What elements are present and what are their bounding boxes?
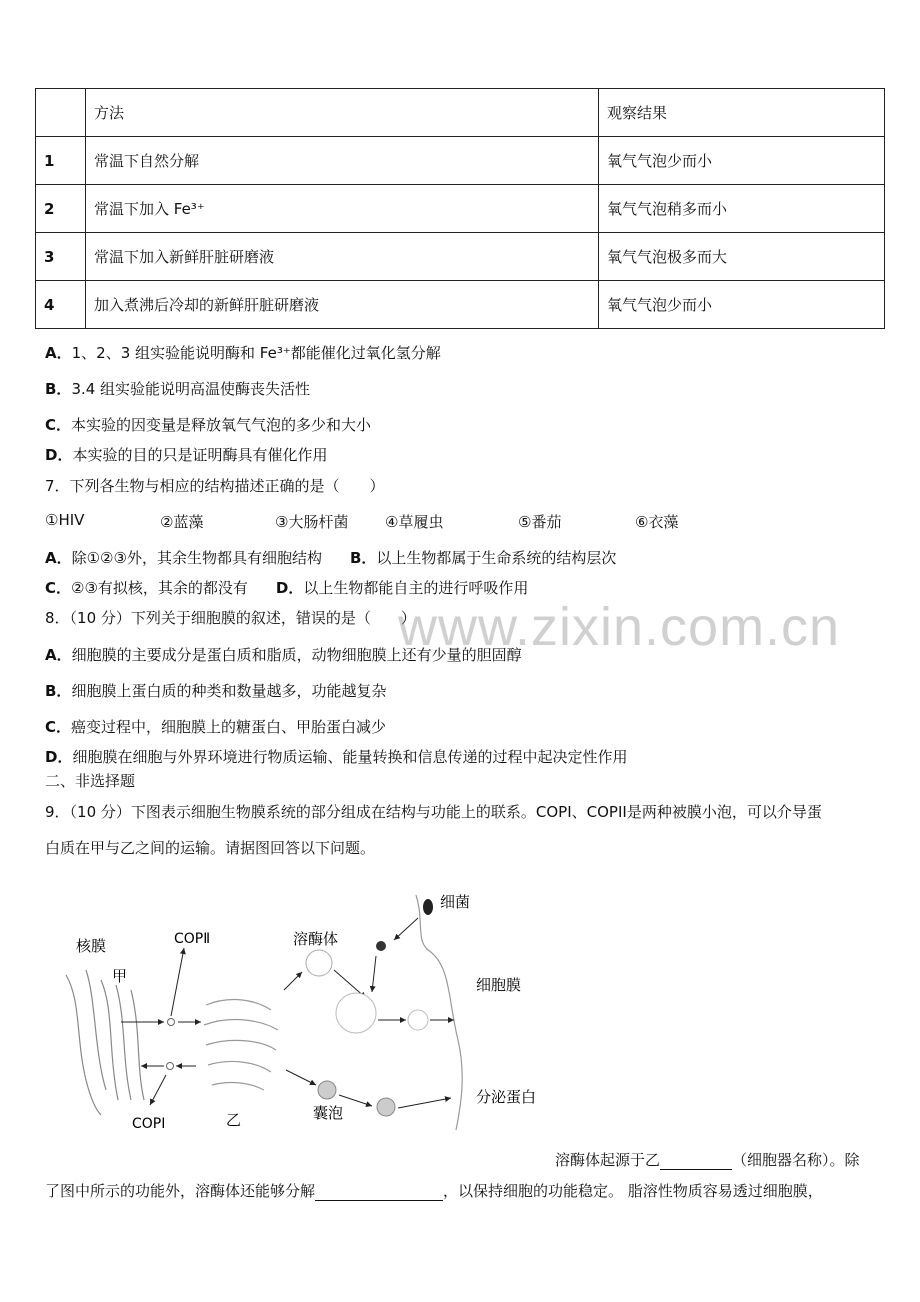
row-number: 2 (36, 185, 86, 233)
q9-line1: 9．（10 分）下图表示细胞生物膜系统的部分组成在结构与功能上的联系。COPI、COPII是两种被膜小泡，可以介导蛋 (45, 803, 822, 821)
row-method: 常温下加入 Fe³⁺ (86, 185, 599, 233)
table-row (36, 185, 885, 233)
section-title: 二、非选择题 (45, 772, 136, 790)
organism: ①HIV (45, 511, 85, 529)
header-cell: 观察结果 (599, 89, 885, 137)
q6-option-a: A．1、2、3 组实验能说明酶和 Fe³⁺都能催化过氧化氢分解 (45, 344, 441, 362)
er-structure (66, 970, 144, 1115)
q6-option-d: D．本实验的目的只是证明酶具有催化作用 (45, 446, 328, 464)
q9-line3: 溶酶体起源于乙 （细胞器名称）。除 (555, 1151, 860, 1169)
label-bacteria: 细菌 (440, 893, 471, 911)
row-number: 4 (36, 281, 86, 329)
row-method: 常温下加入新鲜肝脏研磨液 (86, 233, 599, 281)
row-result: 氧气气泡少而小 (599, 137, 885, 185)
q9-line4: 了图中所示的功能外，溶酶体还能够分解 ，以保持细胞的功能稳定。 脂溶性物质容易透过细胞膜， (45, 1182, 823, 1200)
biomembrane-diagram (56, 880, 556, 1136)
label-nuclear-membrane: 核膜 (76, 937, 107, 955)
row-number: 3 (36, 233, 86, 281)
organism: ⑤番茄 (518, 513, 562, 531)
organism: ②蓝藻 (160, 513, 204, 531)
row-result: 氧气气泡极多而大 (599, 233, 885, 281)
q8-option-a: A．细胞膜的主要成分是蛋白质和脂质，动物细胞膜上还有少量的胆固醇 (45, 646, 522, 664)
q8-option-c: C．癌变过程中，细胞膜上的糖蛋白、甲胎蛋白减少 (45, 718, 387, 736)
q8-stem: 8．（10 分）下列关于细胞膜的叙述，错误的是（ ） (45, 609, 416, 627)
watermark: www.zixin.com.cn (398, 597, 841, 657)
organism: ④草履虫 (385, 513, 444, 531)
row-method: 加入煮沸后冷却的新鲜肝脏研磨液 (86, 281, 599, 329)
row-result: 氧气气泡稍多而小 (599, 185, 885, 233)
header-cell: 方法 (86, 89, 599, 137)
experiment-table (35, 88, 885, 329)
label-secreted-protein: 分泌蛋白 (476, 1088, 537, 1106)
answer-blank[interactable] (315, 1182, 443, 1201)
label-cell-membrane: 细胞膜 (476, 976, 522, 994)
table-row (36, 233, 885, 281)
label-yi: 乙 (226, 1111, 242, 1129)
row-result: 氧气气泡少而小 (599, 281, 885, 329)
q8-option-d: D．细胞膜在细胞与外界环境进行物质运输、能量转换和信息传递的过程中起决定性作用 (45, 748, 628, 766)
label-cop1: COPⅠ (132, 1116, 166, 1132)
golgi-structure (204, 1000, 278, 1090)
q9-line2: 白质在甲与乙之间的运输。请据图回答以下问题。 (45, 839, 376, 857)
row-number: 1 (36, 137, 86, 185)
table-row (36, 137, 885, 185)
q7-options-ab: A．除①②③外，其余生物都具有细胞结构 B．以上生物都属于生命系统的结构层次 (45, 549, 617, 567)
q8-option-b: B．细胞膜上蛋白质的种类和数量越多，功能越复杂 (45, 682, 387, 700)
label-vesicle: 囊泡 (313, 1104, 344, 1122)
q7-options-cd: C．②③有拟核，其余的都没有 D．以上生物都能自主的进行呼吸作用 (45, 579, 529, 597)
label-jia: 甲 (112, 967, 128, 985)
row-method: 常温下自然分解 (86, 137, 599, 185)
label-lysosome: 溶酶体 (293, 930, 339, 948)
table-header-row (36, 89, 885, 137)
label-cop2: COPⅡ (174, 931, 211, 947)
q6-option-b: B．3.4 组实验能说明高温使酶丧失活性 (45, 380, 311, 398)
q6-option-c: C．本实验的因变量是释放氧气气泡的多少和大小 (45, 416, 372, 434)
organism: ⑥衣藻 (635, 513, 679, 531)
header-cell (36, 89, 86, 137)
q7-stem: 7．下列各生物与相应的结构描述正确的是（ ） (45, 477, 385, 495)
organism: ③大肠杆菌 (275, 513, 349, 531)
answer-blank[interactable] (660, 1151, 732, 1170)
table-row (36, 281, 885, 329)
